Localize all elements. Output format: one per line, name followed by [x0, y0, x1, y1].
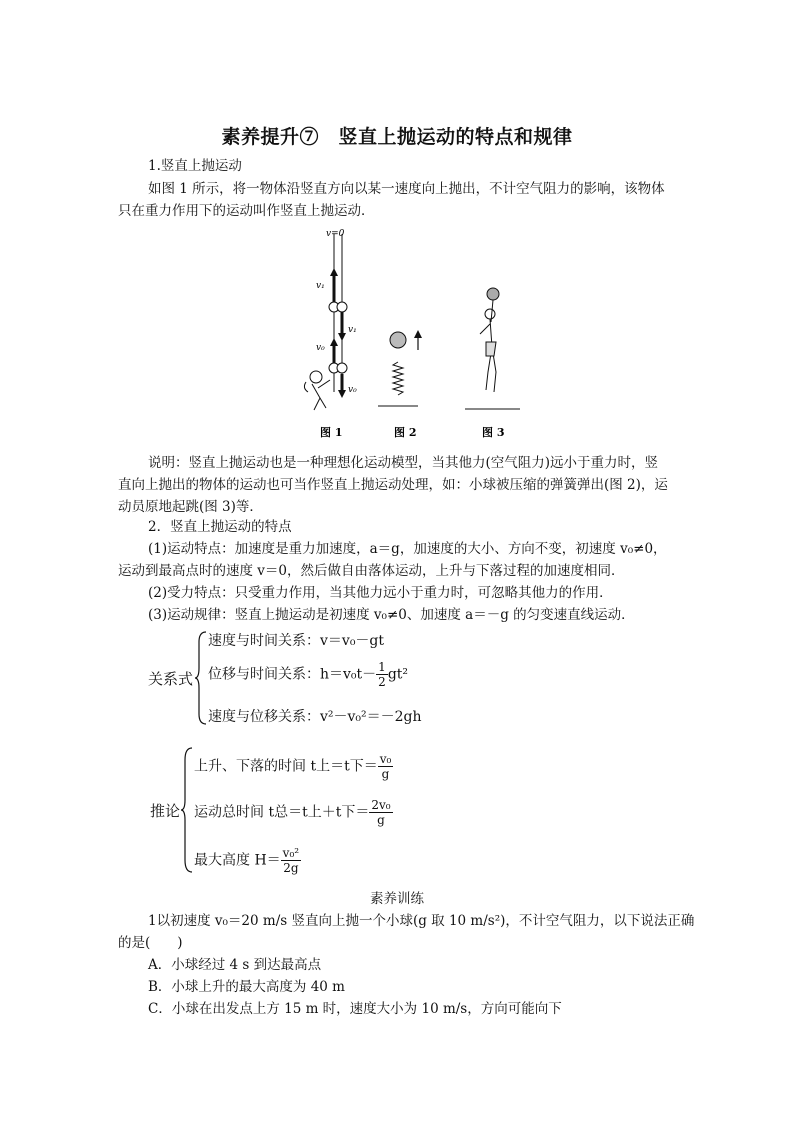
inferences-label: 推论 [150, 802, 181, 820]
note-line1: 说明：竖直上抛运动也是一种理想化运动模型，当其他力(空气阻力)远小于重力时，竖 [148, 455, 659, 471]
page-title: 素养提升⑦ 竖直上抛运动的特点和规律 [221, 126, 573, 148]
section2-item1-line1: (1)运动特点：加速度是重力加速度，a＝g，加速度的大小、方向不变，初速度 v₀≠0， [148, 541, 667, 557]
option-a: A．小球经过 4 s 到达最高点 [148, 957, 322, 973]
fig1-v1-left: v₁ [316, 281, 325, 291]
thrower-figure-icon [304, 371, 330, 410]
figures-panel [290, 222, 530, 442]
ball-icon [337, 363, 347, 373]
figure-3-caption: 图 3 [482, 426, 505, 439]
up-arrow-icon [330, 338, 338, 346]
section1-text-line1: 如图 1 所示，将一物体沿竖直方向以某一速度向上抛出，不计空气阻力的影响，该物体 [148, 181, 665, 197]
inference-total-time: 运动总时间 t总＝t上＋t下＝ $\frac{\text{2v₀}}{g}$ [194, 798, 391, 827]
section2-item1-line2: 运动到最高点时的速度 v＝0，然后做自由落体运动，上升与下落过程的加速度相同． [118, 563, 625, 579]
relation-displacement-time: 位移与时间关系：h＝v₀t－ $\frac{1}{2}$ gt² [208, 660, 409, 689]
relations-brace [194, 630, 208, 726]
section1-text-line2: 只在重力作用下的运动叫作竖直上抛运动． [118, 203, 375, 219]
section2-heading: 2．竖直上抛运动的特点 [148, 519, 292, 535]
fig1-v0-left: v₀ [316, 343, 325, 353]
question1-line2: 的是( ) [118, 935, 183, 951]
section2-item3: (3)运动规律：竖直上抛运动是初速度 v₀≠0、加速度 a＝－g 的匀变速直线运动． [148, 607, 635, 623]
training-heading: 素养训练 [370, 891, 424, 907]
figure-3-diagram [465, 288, 520, 409]
inferences-brace [180, 746, 194, 876]
option-b: B．小球上升的最大高度为 40 m [148, 979, 345, 995]
ball-icon [337, 302, 347, 312]
fig1-top-label: v=0 [326, 229, 345, 239]
figure-2-caption: 图 2 [394, 426, 417, 439]
figure-1-caption: 图 1 [320, 426, 343, 439]
down-arrow-icon [338, 390, 346, 398]
up-arrow-icon [330, 268, 338, 276]
section1-heading: 1.竖直上抛运动 [148, 158, 242, 174]
note-line3: 动员原地起跳(图 3)等． [118, 499, 263, 515]
section2-item2: (2)受力特点：只受重力作用，当其他力远小于重力时，可忽略其他力的作用． [148, 585, 613, 601]
option-c: C．小球在出发点上方 15 m 时，速度大小为 10 m/s，方向可能向下 [148, 1001, 562, 1017]
figure-2-diagram [378, 330, 422, 406]
up-arrow-icon [414, 330, 422, 338]
question1-line1: 1以初速度 v₀＝20 m/s 竖直向上抛一个小球(g 取 10 m/s²)，不计空气阻力，以下说法正确 [148, 913, 695, 929]
inference-max-height: 最大高度 H＝ $\frac{\text{v₀²}}{2g}$ [194, 846, 300, 875]
spring-icon [393, 362, 403, 395]
down-arrow-icon [338, 333, 346, 341]
fig1-v0-right: v₀ [348, 385, 357, 395]
relation-velocity-displacement: 速度与位移关系：v²－v₀²＝－2gh [208, 709, 422, 725]
figure-1-diagram [304, 234, 347, 410]
fig1-v1-right: v₁ [348, 325, 357, 335]
relation-velocity-time: 速度与时间关系：v＝v₀－gt [208, 633, 385, 649]
relations-label: 关系式 [148, 670, 194, 688]
ball-icon [487, 288, 499, 300]
note-line2: 直向上抛出的物体的运动也可当作竖直上抛运动处理，如：小球被压缩的弹簧弹出(图 2)，运 [118, 477, 668, 493]
inference-rise-fall-time: 上升、下落的时间 t上＝t下＝ $\frac{\text{v₀}}{g}$ [194, 752, 392, 781]
ball-icon [390, 332, 406, 348]
